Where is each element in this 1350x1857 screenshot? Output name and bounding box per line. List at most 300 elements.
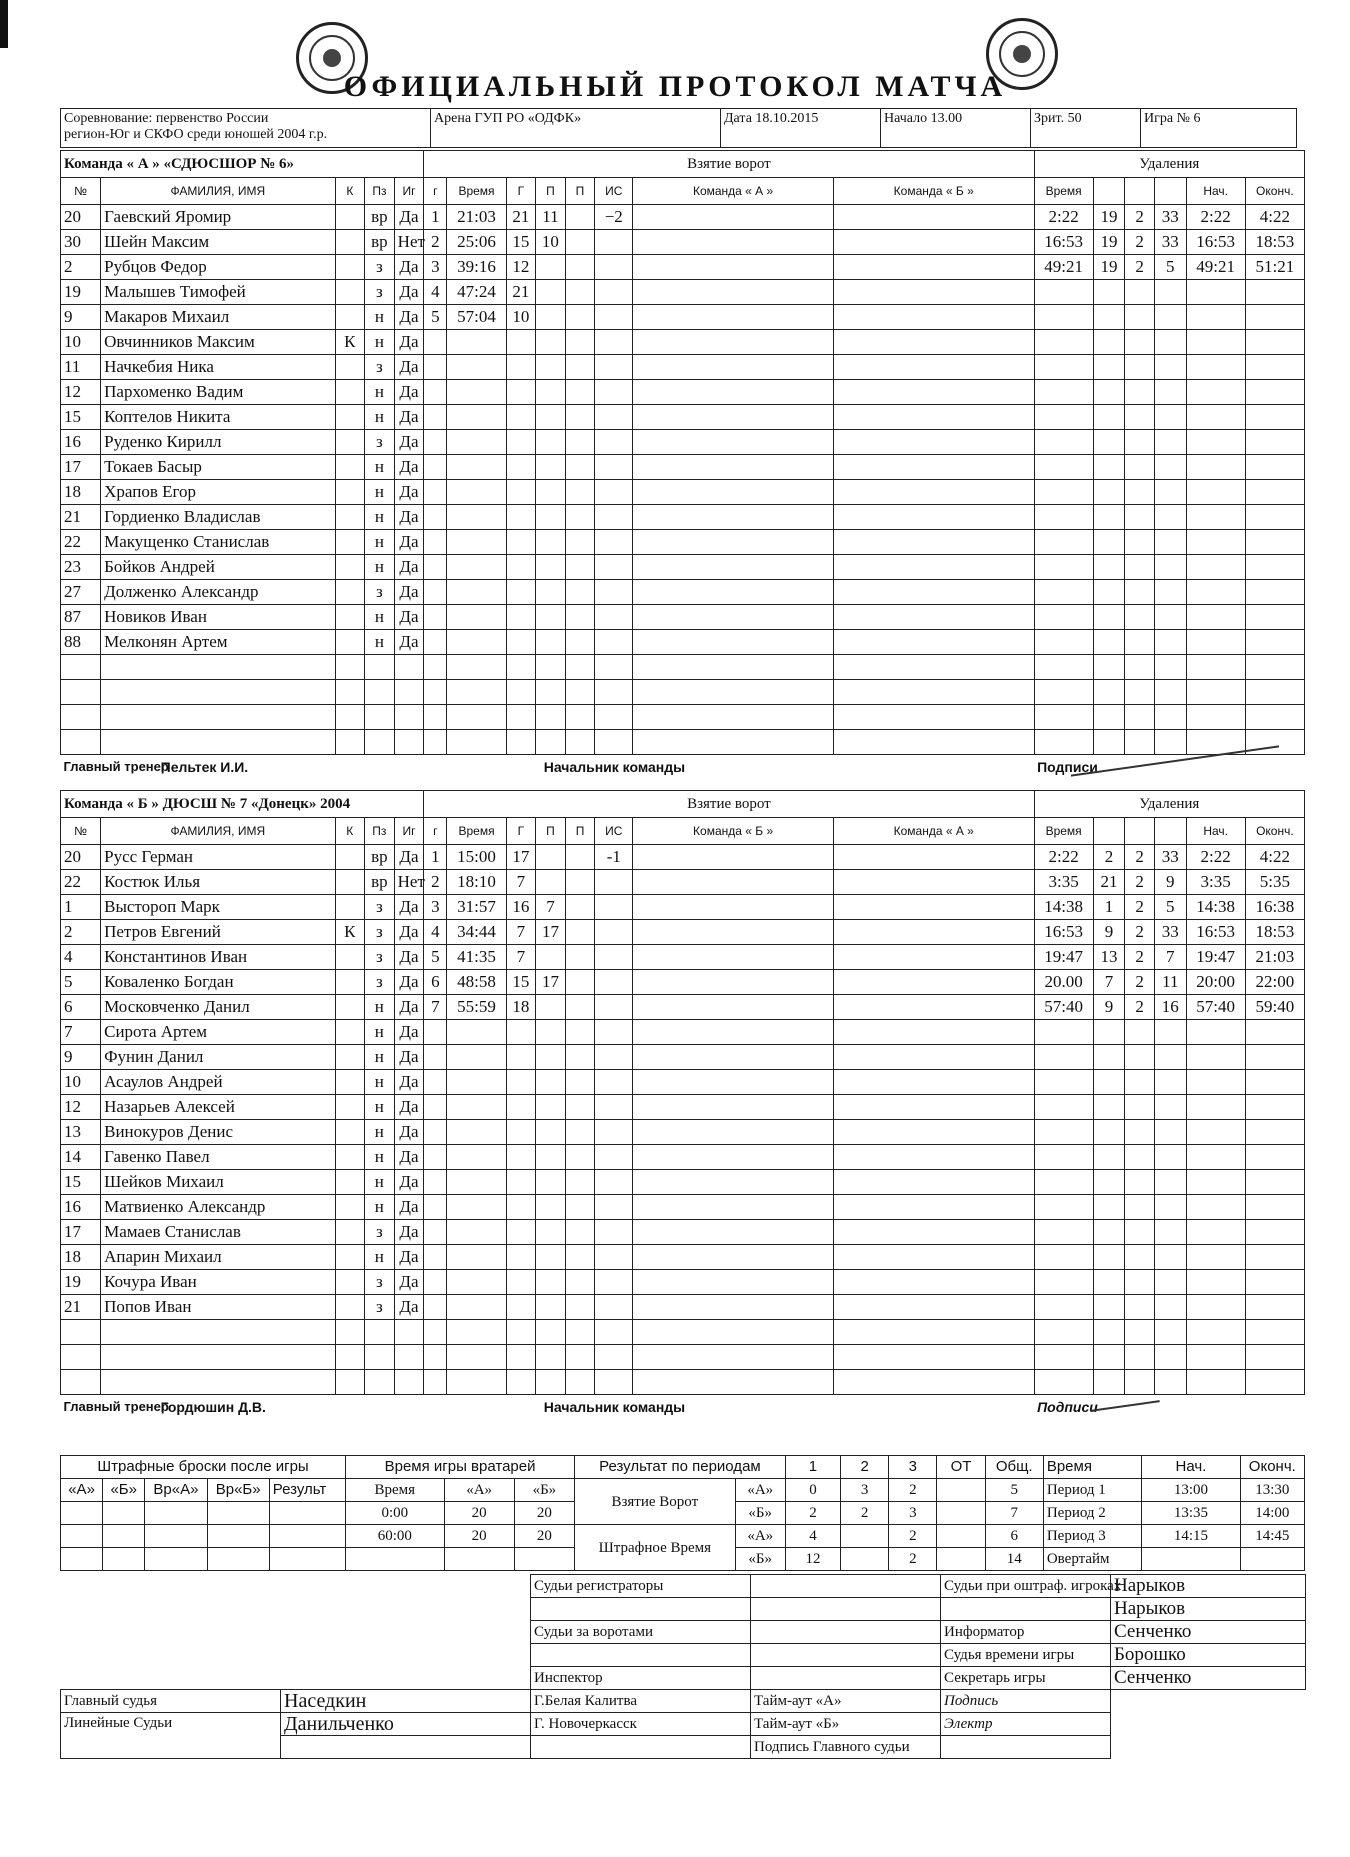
player-captain: [335, 1220, 365, 1245]
player-number: 16: [61, 1195, 101, 1220]
player-row: [61, 1070, 1305, 1095]
goals-a-total: 5: [985, 1479, 1043, 1502]
col-team-1-header: Команда « А »: [633, 178, 834, 205]
goal-time: 41:35: [447, 945, 506, 970]
goal-number: 4: [424, 920, 447, 945]
period-2-label: Период 2: [1043, 1502, 1141, 1525]
player-position: з: [365, 355, 395, 380]
goal-assist-1: 7: [536, 895, 566, 920]
player-captain: [335, 580, 365, 605]
player-played: Да: [394, 280, 424, 305]
pen-b-p1: 12: [785, 1548, 840, 1571]
player-played: Да: [394, 1295, 424, 1320]
goal-assist-1: [536, 995, 566, 1020]
goals-b-p2: 2: [841, 1502, 889, 1525]
player-row: [61, 1195, 1305, 1220]
goal-situation: [595, 230, 633, 255]
player-number: 15: [61, 1170, 101, 1195]
player-number: 13: [61, 1120, 101, 1145]
period-3-label: Период 3: [1043, 1525, 1141, 1548]
pen-a-ot: [937, 1525, 985, 1548]
player-number: 22: [61, 870, 101, 895]
player-played: Да: [394, 255, 424, 280]
period-3-start: 14:15: [1142, 1525, 1240, 1548]
player-position: з: [365, 1295, 395, 1320]
col-time-header: Время: [447, 178, 506, 205]
player-played: Да: [394, 630, 424, 655]
page-title: ОФИЦИАЛЬНЫЙ ПРОТОКОЛ МАТЧА: [343, 70, 1007, 103]
player-captain: [335, 995, 365, 1020]
player-captain: [335, 845, 365, 870]
penalty-code: 33: [1154, 205, 1186, 230]
pen-a-p1: 4: [785, 1525, 840, 1548]
player-number: 1: [61, 895, 101, 920]
col-team-2-header: Команда « Б »: [833, 178, 1034, 205]
player-name: Гавенко Павел: [101, 1145, 335, 1170]
gk-title: Время игры вратарей: [346, 1456, 575, 1479]
informer-name: Сенченко: [1111, 1621, 1306, 1644]
pen-label: Штрафное Время: [575, 1525, 736, 1571]
player-captain: [335, 1070, 365, 1095]
player-position: н: [365, 380, 395, 405]
penalties-header: Удаления: [1034, 791, 1304, 818]
player-played: Да: [394, 995, 424, 1020]
officials-table: [60, 1574, 1306, 1759]
pen-a-p3: 2: [889, 1525, 937, 1548]
player-name: Мелконян Артем: [101, 630, 335, 655]
pen-row-b-label: «Б»: [735, 1548, 785, 1571]
penalty-minutes: 2: [1125, 845, 1155, 870]
col-2: 2: [841, 1456, 889, 1479]
player-number: 9: [61, 1045, 101, 1070]
player-number: 10: [61, 1070, 101, 1095]
goal-scorer: 15: [506, 970, 536, 995]
main-judge-name: Наседкин: [281, 1690, 531, 1713]
player-name: Асаулов Андрей: [101, 1070, 335, 1095]
player-number: 5: [61, 970, 101, 995]
player-name: Шейн Максим: [101, 230, 335, 255]
goal-number: 4: [424, 280, 447, 305]
player-row: [61, 845, 1305, 870]
col-num-header: №: [61, 818, 101, 845]
player-name: Токаев Басыр: [101, 455, 335, 480]
player-row: [61, 970, 1305, 995]
player-row: [61, 1120, 1305, 1145]
penalty-player: 9: [1093, 920, 1125, 945]
player-played: Да: [394, 405, 424, 430]
penalty-start: 2:22: [1186, 205, 1245, 230]
player-number: 23: [61, 555, 101, 580]
goal-number: 1: [424, 845, 447, 870]
goal-assist-1: 17: [536, 970, 566, 995]
player-played: Да: [394, 430, 424, 455]
goal-scorer: 17: [506, 845, 536, 870]
penalty-time: 3:35: [1034, 870, 1093, 895]
pen-judges-label: Судьи при оштраф. игроках: [941, 1575, 1111, 1598]
player-played: Да: [394, 205, 424, 230]
goal-assist-1: [536, 305, 566, 330]
player-position: вр: [365, 845, 395, 870]
player-number: 12: [61, 380, 101, 405]
gk-row1-b: 20: [514, 1502, 574, 1525]
penalty-time: 20.00: [1034, 970, 1093, 995]
main-judge-signature-label: Подпись Главного судьи: [751, 1736, 941, 1759]
player-captain: [335, 1195, 365, 1220]
goal-number: 3: [424, 895, 447, 920]
goals-header: Взятие ворот: [424, 151, 1034, 178]
player-captain: [335, 1020, 365, 1045]
period-2-end: 14:00: [1240, 1502, 1304, 1525]
player-name: Русс Герман: [101, 845, 335, 870]
goal-time: 15:00: [447, 845, 506, 870]
player-captain: [335, 1120, 365, 1145]
goal-scorer: 7: [506, 870, 536, 895]
pen-judges-name-2: Нарыков: [1111, 1598, 1306, 1621]
player-captain: [335, 255, 365, 280]
player-row: [61, 430, 1305, 455]
player-played: Да: [394, 1120, 424, 1145]
penalty-code: 33: [1154, 230, 1186, 255]
player-row: [61, 605, 1305, 630]
penalty-time: 57:40: [1034, 995, 1093, 1020]
player-captain: [335, 430, 365, 455]
player-played: Да: [394, 920, 424, 945]
player-position: н: [365, 305, 395, 330]
player-captain: [335, 305, 365, 330]
goal-assist-1: [536, 870, 566, 895]
penalty-code: 5: [1154, 255, 1186, 280]
player-played: Да: [394, 1145, 424, 1170]
goal-number: 6: [424, 970, 447, 995]
player-number: 12: [61, 1095, 101, 1120]
player-name: Макущенко Станислав: [101, 530, 335, 555]
player-captain: [335, 555, 365, 580]
signatures-label: Подписи: [1037, 1399, 1098, 1415]
player-name: Овчинников Максим: [101, 330, 335, 355]
penalty-time: 2:22: [1034, 205, 1093, 230]
penalty-minutes: 2: [1125, 970, 1155, 995]
player-played: Да: [394, 555, 424, 580]
time-judge-name: Борошко: [1111, 1644, 1306, 1667]
penalty-minutes: 2: [1125, 230, 1155, 255]
player-played: Да: [394, 355, 424, 380]
player-number: 18: [61, 480, 101, 505]
player-name: Винокуров Денис: [101, 1120, 335, 1145]
head-coach-label: Главный тренер: [63, 759, 169, 774]
player-row: [61, 1095, 1305, 1120]
penalty-end: 22:00: [1245, 970, 1304, 995]
gk-a-header: «А»: [444, 1479, 514, 1502]
overtime-end: [1240, 1548, 1304, 1571]
penalty-player: 13: [1093, 945, 1125, 970]
goals-a-ot: [937, 1479, 985, 1502]
col-p2-header: П: [565, 178, 595, 205]
player-position: н: [365, 1020, 395, 1045]
col-gg-header: Г: [506, 818, 536, 845]
player-position: н: [365, 530, 395, 555]
goal-situation: [595, 280, 633, 305]
penalty-time: 19:47: [1034, 945, 1093, 970]
goal-assist-1: 17: [536, 920, 566, 945]
period-1-end: 13:30: [1240, 1479, 1304, 1502]
penalty-player: 19: [1093, 230, 1125, 255]
player-row: [61, 305, 1305, 330]
player-name: Долженко Александр: [101, 580, 335, 605]
goals-a-p2: 3: [841, 1479, 889, 1502]
penalty-time: 16:53: [1034, 230, 1093, 255]
goal-time: 48:58: [447, 970, 506, 995]
player-row: [61, 1345, 1305, 1370]
gk-time-header: Время: [346, 1479, 444, 1502]
spectators-cell: Зрит. 50: [1031, 109, 1141, 148]
date-cell: Дата 18.10.2015: [721, 109, 881, 148]
player-position: н: [365, 405, 395, 430]
goal-scorer: 10: [506, 305, 536, 330]
player-position: з: [365, 945, 395, 970]
penalty-code: 16: [1154, 995, 1186, 1020]
head-coach-name: Гордюшин Д.В.: [160, 1399, 266, 1415]
goal-assist-2: [565, 870, 595, 895]
goal-assist-2: [565, 845, 595, 870]
team-chief-label: Начальник команды: [543, 759, 686, 775]
player-played: Да: [394, 530, 424, 555]
goal-number: 2: [424, 230, 447, 255]
player-row: [61, 1145, 1305, 1170]
gk-row2-time: 60:00: [346, 1525, 444, 1548]
player-row: [61, 1295, 1305, 1320]
pen-b-p2: [841, 1548, 889, 1571]
col-pz-header: Пз: [365, 818, 395, 845]
corner-mark: [0, 0, 8, 48]
player-name: Гордиенко Владислав: [101, 505, 335, 530]
shootout-title: Штрафные броски после игры: [61, 1456, 346, 1479]
penalty-player: 2: [1093, 845, 1125, 870]
penalty-time: 16:53: [1034, 920, 1093, 945]
goal-assist-2: [565, 970, 595, 995]
gk-row1-a: 20: [444, 1502, 514, 1525]
goal-assist-1: [536, 255, 566, 280]
summary-table: [60, 1455, 1305, 1571]
goal-scorer: 7: [506, 920, 536, 945]
col-ig-header: Иг: [394, 178, 424, 205]
time-judge-label: Судья времени игры: [941, 1644, 1111, 1667]
player-row: [61, 1320, 1305, 1345]
player-captain: [335, 870, 365, 895]
penalty-player: 19: [1093, 205, 1125, 230]
penalty-time: 49:21: [1034, 255, 1093, 280]
col-name-header: ФАМИЛИЯ, ИМЯ: [101, 818, 335, 845]
player-number: 2: [61, 255, 101, 280]
penalty-start: 16:53: [1186, 230, 1245, 255]
player-row: [61, 255, 1305, 280]
player-played: Да: [394, 1270, 424, 1295]
player-played: Да: [394, 1045, 424, 1070]
goal-scorer: 7: [506, 945, 536, 970]
penalty-player: 21: [1093, 870, 1125, 895]
player-name: Пархоменко Вадим: [101, 380, 335, 405]
goal-number: 3: [424, 255, 447, 280]
penalty-start: 14:38: [1186, 895, 1245, 920]
player-played: Да: [394, 1220, 424, 1245]
player-row: [61, 680, 1305, 705]
player-row: [61, 480, 1305, 505]
player-captain: [335, 1245, 365, 1270]
player-number: 87: [61, 605, 101, 630]
penalty-start: 3:35: [1186, 870, 1245, 895]
penalty-start: 20:00: [1186, 970, 1245, 995]
player-played: Да: [394, 1195, 424, 1220]
player-row: [61, 630, 1305, 655]
penalty-end: 16:38: [1245, 895, 1304, 920]
match-info-table: [60, 108, 1297, 148]
goal-scorer: 18: [506, 995, 536, 1020]
player-row: [61, 505, 1305, 530]
goal-assist-1: 11: [536, 205, 566, 230]
player-name: Бойков Андрей: [101, 555, 335, 580]
goals-b-ot: [937, 1502, 985, 1525]
player-played: Да: [394, 945, 424, 970]
player-row: [61, 1045, 1305, 1070]
pen-judges-name: Нарыков: [1111, 1575, 1306, 1598]
goal-number: 2: [424, 870, 447, 895]
player-captain: [335, 530, 365, 555]
head-coach-name: Пельтек И.И.: [160, 759, 249, 775]
player-name: Мамаев Станислав: [101, 1220, 335, 1245]
col-p1-header: П: [536, 818, 566, 845]
player-position: з: [365, 580, 395, 605]
player-position: вр: [365, 205, 395, 230]
secretary-label: Секретарь игры: [941, 1667, 1111, 1690]
secretary-name: Сенченко: [1111, 1667, 1306, 1690]
player-name: Рубцов Федор: [101, 255, 335, 280]
player-name: Коптелов Никита: [101, 405, 335, 430]
col-pen-time-header: Время: [1034, 818, 1093, 845]
penalty-end: 51:21: [1245, 255, 1304, 280]
player-row: [61, 580, 1305, 605]
shootout-a: «А»: [61, 1479, 103, 1502]
goals-b-p1: 2: [785, 1502, 840, 1525]
player-row: [61, 945, 1305, 970]
penalty-end: 5:35: [1245, 870, 1304, 895]
player-captain: [335, 630, 365, 655]
pen-b-ot: [937, 1548, 985, 1571]
signature-label: Подпись: [941, 1690, 1111, 1713]
player-captain: [335, 230, 365, 255]
overtime-label: Овертайм: [1043, 1548, 1141, 1571]
player-position: н: [365, 1170, 395, 1195]
goal-situation: [595, 920, 633, 945]
goal-assist-2: [565, 255, 595, 280]
player-position: з: [365, 1270, 395, 1295]
player-row: [61, 1170, 1305, 1195]
penalty-start: 19:47: [1186, 945, 1245, 970]
player-name: Фунин Данил: [101, 1045, 335, 1070]
player-row: [61, 870, 1305, 895]
player-position: н: [365, 995, 395, 1020]
goals-a-p3: 2: [889, 1479, 937, 1502]
player-captain: [335, 405, 365, 430]
player-name: Попов Иван: [101, 1295, 335, 1320]
player-name: Макаров Михаил: [101, 305, 335, 330]
player-position: н: [365, 555, 395, 580]
col-is-header: ИС: [595, 178, 633, 205]
penalty-minutes: 2: [1125, 920, 1155, 945]
reg-judges-label: Судьи регистраторы: [531, 1575, 751, 1598]
period-start-header: Нач.: [1142, 1456, 1240, 1479]
player-number: 19: [61, 1270, 101, 1295]
player-name: Коваленко Богдан: [101, 970, 335, 995]
game-number-cell: Игра № 6: [1141, 109, 1297, 148]
player-name: Руденко Кирилл: [101, 430, 335, 455]
player-position: н: [365, 505, 395, 530]
penalty-minutes: 2: [1125, 895, 1155, 920]
player-row: [61, 530, 1305, 555]
player-name: Гаевский Яромир: [101, 205, 335, 230]
player-position: з: [365, 280, 395, 305]
result-title: Результат по периодам: [575, 1456, 786, 1479]
teamB-protocol-table: [60, 790, 1305, 1419]
player-captain: [335, 480, 365, 505]
player-number: 11: [61, 355, 101, 380]
goal-assist-1: [536, 280, 566, 305]
goal-time: 47:24: [447, 280, 506, 305]
line-judge-name: Данильченко: [281, 1713, 531, 1736]
goals-header: Взятие ворот: [424, 791, 1034, 818]
player-played: Да: [394, 1245, 424, 1270]
player-captain: [335, 895, 365, 920]
player-captain: [335, 505, 365, 530]
penalty-start: 57:40: [1186, 995, 1245, 1020]
player-row: [61, 655, 1305, 680]
player-row: [61, 455, 1305, 480]
player-position: н: [365, 630, 395, 655]
player-played: Да: [394, 1070, 424, 1095]
penalty-end: 4:22: [1245, 205, 1304, 230]
pen-row-a-label: «А»: [735, 1525, 785, 1548]
player-position: н: [365, 1145, 395, 1170]
player-position: н: [365, 1120, 395, 1145]
player-row: [61, 730, 1305, 755]
col-name-header: ФАМИЛИЯ, ИМЯ: [101, 178, 335, 205]
main-judge-city: Г.Белая Калитва: [531, 1690, 751, 1713]
player-name: Назарьев Алексей: [101, 1095, 335, 1120]
goal-assist-2: [565, 995, 595, 1020]
goal-number: 1: [424, 205, 447, 230]
player-played: Да: [394, 1170, 424, 1195]
penalty-code: 33: [1154, 920, 1186, 945]
player-position: н: [365, 1045, 395, 1070]
team-title: Команда « Б » ДЮСШ № 7 «Донецк» 2004: [61, 791, 424, 818]
goal-situation: [595, 995, 633, 1020]
col-3: 3: [889, 1456, 937, 1479]
goal-time: 57:04: [447, 305, 506, 330]
penalty-start: 49:21: [1186, 255, 1245, 280]
player-captain: [335, 1270, 365, 1295]
player-row: [61, 1245, 1305, 1270]
col-k-header: К: [335, 178, 365, 205]
goal-time: 55:59: [447, 995, 506, 1020]
player-number: 15: [61, 405, 101, 430]
player-played: Да: [394, 605, 424, 630]
player-captain: [335, 280, 365, 305]
player-position: з: [365, 1220, 395, 1245]
goal-number: 7: [424, 995, 447, 1020]
col-pen-start-header: Нач.: [1186, 178, 1245, 205]
pen-b-total: 14: [985, 1548, 1043, 1571]
player-row: [61, 1370, 1305, 1395]
goal-assist-2: [565, 230, 595, 255]
goal-scorer: 16: [506, 895, 536, 920]
